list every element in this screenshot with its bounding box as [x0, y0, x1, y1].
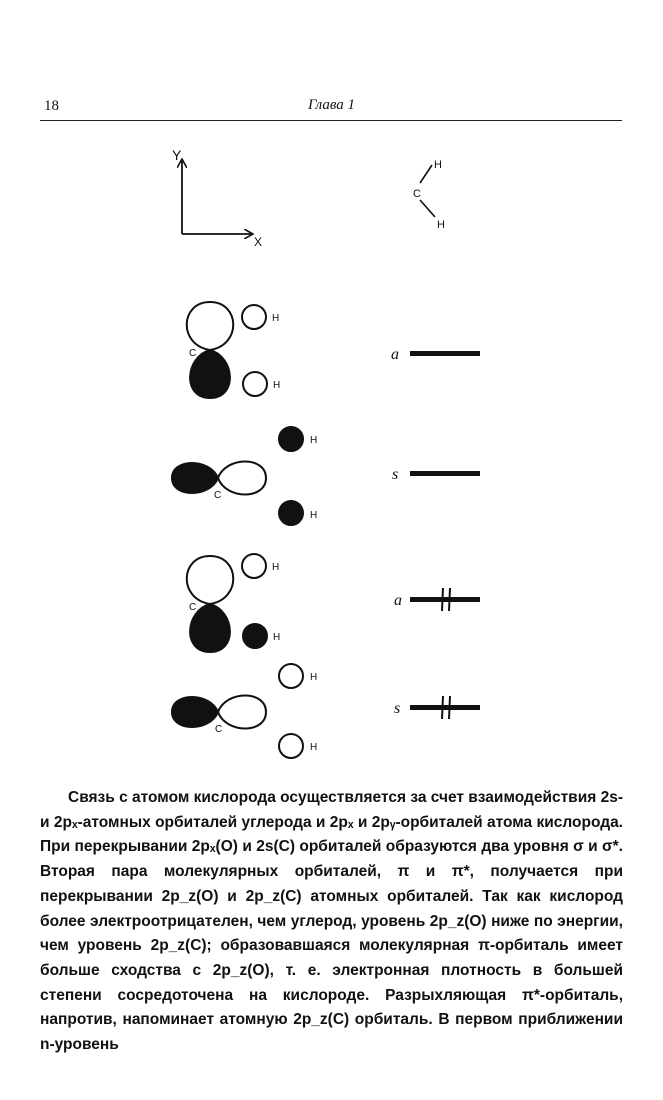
- level-label: a: [391, 346, 399, 363]
- energy-level-occupied: [410, 597, 480, 602]
- p-lobe-upper: [187, 302, 234, 350]
- h-orbital-empty: [279, 734, 303, 758]
- hydrogen-label: H: [310, 742, 318, 753]
- energy-level-empty: [410, 471, 480, 476]
- h-orbital-empty: [242, 305, 266, 329]
- energy-level-empty: [410, 351, 480, 356]
- level-label: s: [392, 466, 399, 483]
- p-lobe-left-filled: [172, 697, 218, 727]
- h-orbital-empty: [243, 372, 267, 396]
- h-orbital-filled: [243, 624, 267, 648]
- p-lobe-right: [218, 462, 266, 495]
- paragraph: Связь с атомом кислорода осуществляется за счет взаимодействия 2s- и 2pₓ-атомных орбиталей углерода и 2pₓ и 2pᵧ-орбиталей атома кислорода. При перекрывании 2pₓ(O) и 2s(C) орбиталей образуются два уровня σ и σ*. Вторая пара молекулярных орбиталей, π и π*, получается при перекрывании 2p_z(O) и 2p_z(C) атомных орбиталей. Так как кислород более электроотрицателен, чем углерод, уровень 2p_z(O) ниже по энергии, чем уровень 2p_z(C); образовавшаяся молекулярная π-орбиталь имеет больше сходства с 2p_z(O), т. е. электронная плотность в большей степени сосредоточена на кислороде. Разрыхляющая π*-орбиталь, напротив, напоминает атомную 2p_z(C) орбиталь. В первом приближении n-уровень: [40, 789, 623, 1054]
- electron-mark: [442, 696, 443, 719]
- molecule-c-label: C: [413, 188, 421, 200]
- molecule-h-top-label: H: [434, 159, 442, 171]
- hydrogen-label: H: [272, 562, 280, 573]
- carbon-label: C: [189, 602, 197, 613]
- hydrogen-label: H: [310, 672, 318, 683]
- carbon-label: C: [215, 724, 223, 735]
- electron-mark: [449, 588, 450, 611]
- page-number: 18: [44, 98, 59, 114]
- body-text: [40, 786, 623, 1058]
- level-label: a: [394, 592, 402, 609]
- p-lobe-left-filled: [172, 463, 218, 493]
- running-head: Глава 1: [307, 97, 356, 113]
- hydrogen-label: H: [273, 380, 281, 391]
- carbon-label: C: [189, 348, 197, 359]
- hydrogen-label: H: [273, 632, 281, 643]
- electron-mark: [442, 588, 443, 611]
- energy-level-occupied: [410, 705, 480, 710]
- carbon-label: C: [214, 490, 222, 501]
- h-orbital-empty: [279, 664, 303, 688]
- hydrogen-label: H: [272, 313, 280, 324]
- y-axis-label: Y: [172, 147, 182, 163]
- x-axis-label: X: [254, 235, 263, 249]
- orbital-diagram-4: [172, 664, 317, 758]
- hydrogen-label: H: [310, 435, 318, 446]
- p-lobe-right: [218, 696, 266, 729]
- orbital-diagram-3: [187, 554, 280, 652]
- energy-levels: [391, 346, 480, 719]
- level-label: s: [394, 700, 401, 717]
- h-orbital-filled: [279, 501, 303, 525]
- orbital-diagram-1: [187, 302, 280, 398]
- ch2-molecule: [413, 159, 445, 231]
- coordinate-axes: [172, 147, 262, 249]
- electron-mark: [449, 696, 450, 719]
- molecule-h-bottom-label: H: [437, 219, 445, 231]
- hydrogen-label: H: [310, 510, 318, 521]
- orbital-diagram-2: [172, 427, 317, 525]
- h-orbital-empty: [242, 554, 266, 578]
- p-lobe-upper: [187, 556, 234, 604]
- h-orbital-filled: [279, 427, 303, 451]
